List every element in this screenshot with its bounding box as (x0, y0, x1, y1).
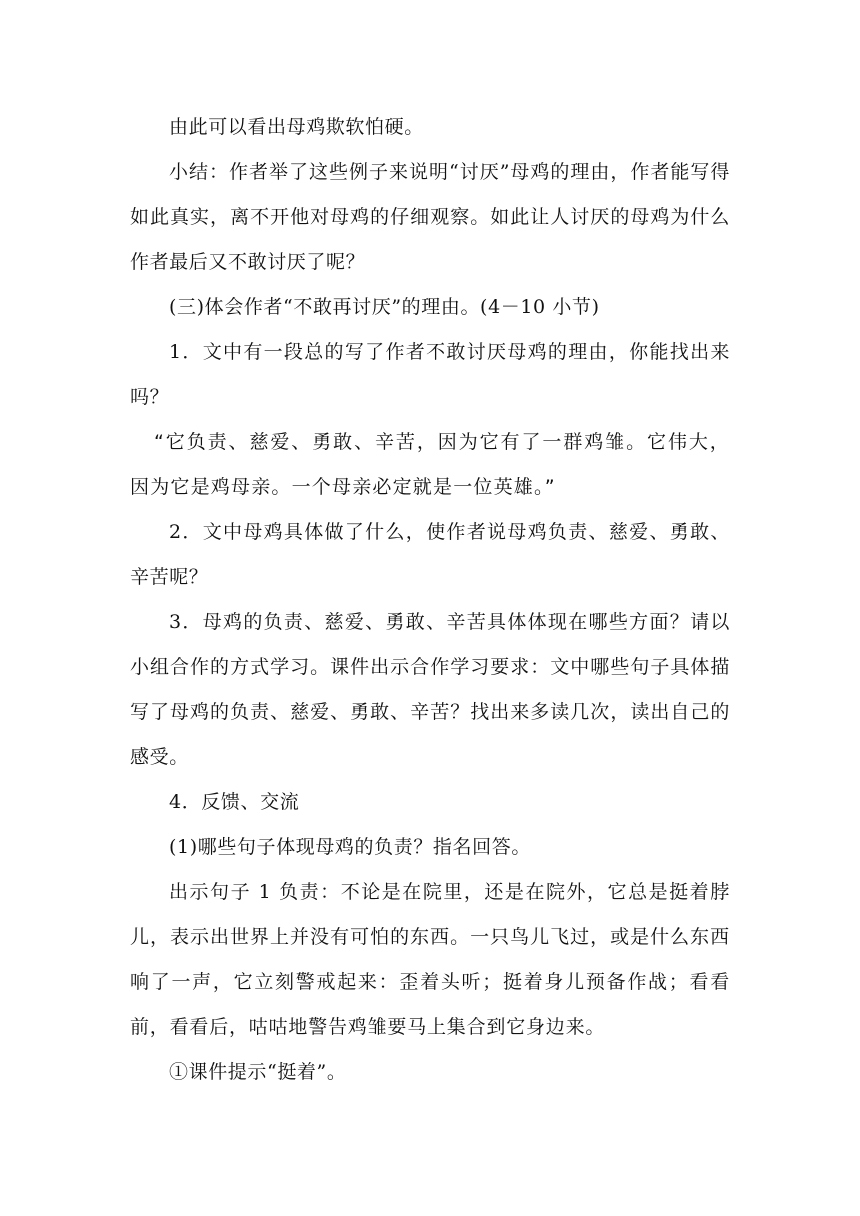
courseware-hint: ①课件提示“挺着”。 (169, 1061, 347, 1083)
question-1: 1．文中有一段总的写了作者不敢讨厌母鸡的理由，你能找出来吗？ (130, 341, 730, 408)
question-2: 2．文中母鸡具体做了什么，使作者说母鸡负责、慈爱、勇敢、辛苦呢？ (130, 521, 730, 588)
question-4: 4．反馈、交流 (169, 791, 300, 813)
sub-question-1: (1)哪些句子体现母鸡的负责？指名回答。 (169, 836, 531, 858)
quote-passage: “它负责、慈爱、勇敢、辛苦，因为它有了一群鸡雏。它伟大，因为它是鸡母亲。一个母亲必定就是一位英雄。” (130, 431, 730, 498)
paragraph-conclusion: 由此可以看出母鸡欺软怕硬。 (169, 116, 424, 138)
question-3: 3．母鸡的负责、慈爱、勇敢、辛苦具体体现在哪些方面？请以小组合作的方式学习。课件出示合作学习要求：文中哪些句子具体描写了母鸡的负责、慈爱、勇敢、辛苦？找出来多读几次，读出自己的感受。 (130, 611, 730, 768)
paragraph-summary: 小结：作者举了这些例子来说明“讨厌”母鸡的理由，作者能写得如此真实，离不开他对母鸡的仔细观察。如此让人讨厌的母鸡为什么作者最后又不敢讨厌了呢？ (130, 161, 730, 273)
example-sentence-1: 出示句子 1 负责：不论是在院里，还是在院外，它总是挺着脖儿，表示出世界上并没有可怕的东西。一只鸟儿飞过，或是什么东西响了一声，它立刻警戒起来：歪着头听；挺着身儿预备作战；看看前，看看后，咕咕地警告鸡雏要马上集合到它身边来。 (130, 881, 730, 1038)
section-heading-3: (三)体会作者“不敢再讨厌”的理由。(4－10 小节) (169, 296, 600, 318)
